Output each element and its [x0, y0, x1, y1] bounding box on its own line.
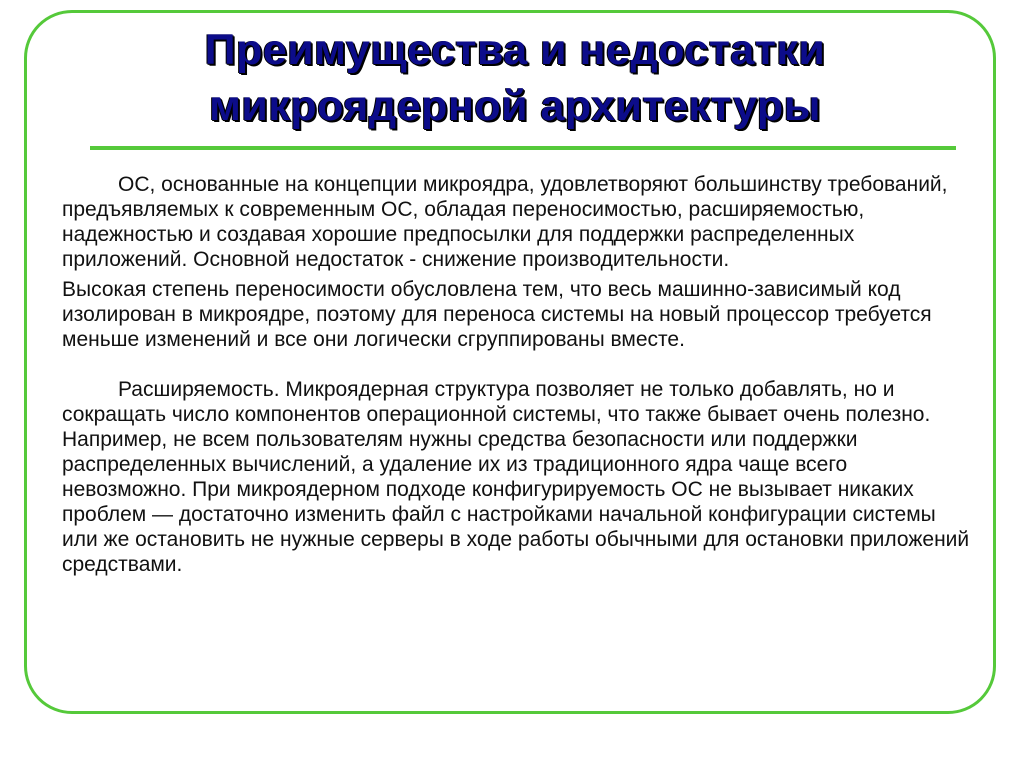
slide-title-line-1: Преимущества и недостатки [204, 26, 826, 74]
paragraph-extensibility: Расширяемость. Микроядерная структура позволяет не только добавлять, но и сокращать число компонентов операционной системы, что также бывает очень полезно. Например, не всем пользователям нужны средства безопасности или поддержки распределенных вычислений, а удаление их из традиционного ядра чаще всего невозможно. При микроядерном подходе конфигурируемость ОС не вызывает никаких проблем — достаточно изменить файл с настройками начальной конфигурации системы или же остановить не нужные серверы в ходе работы обычными для остановки приложений средствами. [62, 378, 970, 576]
paragraph-portability: Высокая степень переносимости обусловлена тем, что весь машинно-зависимый код изолирован в микроядре, поэтому для переноса системы на новый процессор требуется меньше изменений и все они логически сгруппированы вместе. [62, 278, 932, 351]
title-underline [90, 146, 956, 150]
slide-title-line-2: микроядерной архитектуры [209, 82, 821, 130]
slide-body [62, 172, 974, 577]
slide-title [90, 22, 940, 134]
paragraph-overview: ОС, основанные на концепции микроядра, удовлетворяют большинству требований, предъявляемых к современным ОС, обладая переносимостью, расширяемостью, надежностью и создавая хорошие предпосылки для поддержки распределенных приложений. Основной недостаток - снижение производительности. [62, 173, 948, 271]
